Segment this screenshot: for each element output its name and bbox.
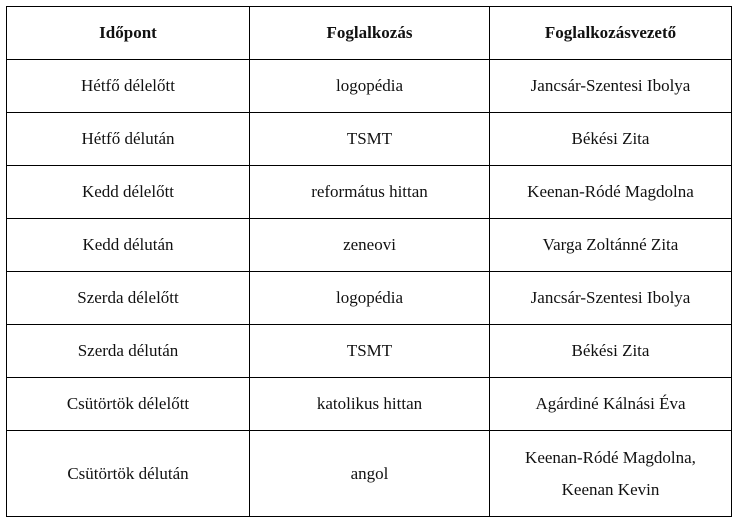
cell-leader-line: Keenan-Ródé Magdolna, <box>525 447 696 467</box>
cell-leader <box>490 431 732 517</box>
header-row <box>7 7 732 60</box>
table-row <box>7 113 732 166</box>
table-row <box>7 325 732 378</box>
cell-activity: angol <box>250 431 490 517</box>
cell-time: Hétfő délelőtt <box>7 60 250 113</box>
cell-activity: református hittan <box>250 166 490 219</box>
cell-leader: Békési Zita <box>490 113 732 166</box>
cell-leader: Jancsár-Szentesi Ibolya <box>490 272 732 325</box>
header-time: Időpont <box>7 7 250 60</box>
cell-time: Hétfő délután <box>7 113 250 166</box>
cell-leader: Varga Zoltánné Zita <box>490 219 732 272</box>
cell-activity: zeneovi <box>250 219 490 272</box>
header-activity: Foglalkozás <box>250 7 490 60</box>
cell-activity: TSMT <box>250 325 490 378</box>
table-row <box>7 378 732 431</box>
cell-activity: logopédia <box>250 60 490 113</box>
cell-leader: Agárdiné Kálnási Éva <box>490 378 732 431</box>
cell-time: Szerda délután <box>7 325 250 378</box>
cell-time: Kedd délelőtt <box>7 166 250 219</box>
cell-leader: Keenan-Ródé Magdolna <box>490 166 732 219</box>
cell-leader: Jancsár-Szentesi Ibolya <box>490 60 732 113</box>
cell-time: Csütörtök délelőtt <box>7 378 250 431</box>
header-leader: Foglalkozásvezető <box>490 7 732 60</box>
cell-leader-line: Keenan Kevin <box>561 479 660 499</box>
cell-activity: katolikus hittan <box>250 378 490 431</box>
table-row <box>7 60 732 113</box>
cell-leader: Békési Zita <box>490 325 732 378</box>
table-row <box>7 219 732 272</box>
cell-time: Szerda délelőtt <box>7 272 250 325</box>
cell-activity: TSMT <box>250 113 490 166</box>
cell-time: Csütörtök délután <box>7 431 250 517</box>
table-row <box>7 166 732 219</box>
cell-activity: logopédia <box>250 272 490 325</box>
cell-time: Kedd délután <box>7 219 250 272</box>
schedule-table <box>6 6 732 517</box>
table-row <box>7 272 732 325</box>
table-row <box>7 431 732 517</box>
